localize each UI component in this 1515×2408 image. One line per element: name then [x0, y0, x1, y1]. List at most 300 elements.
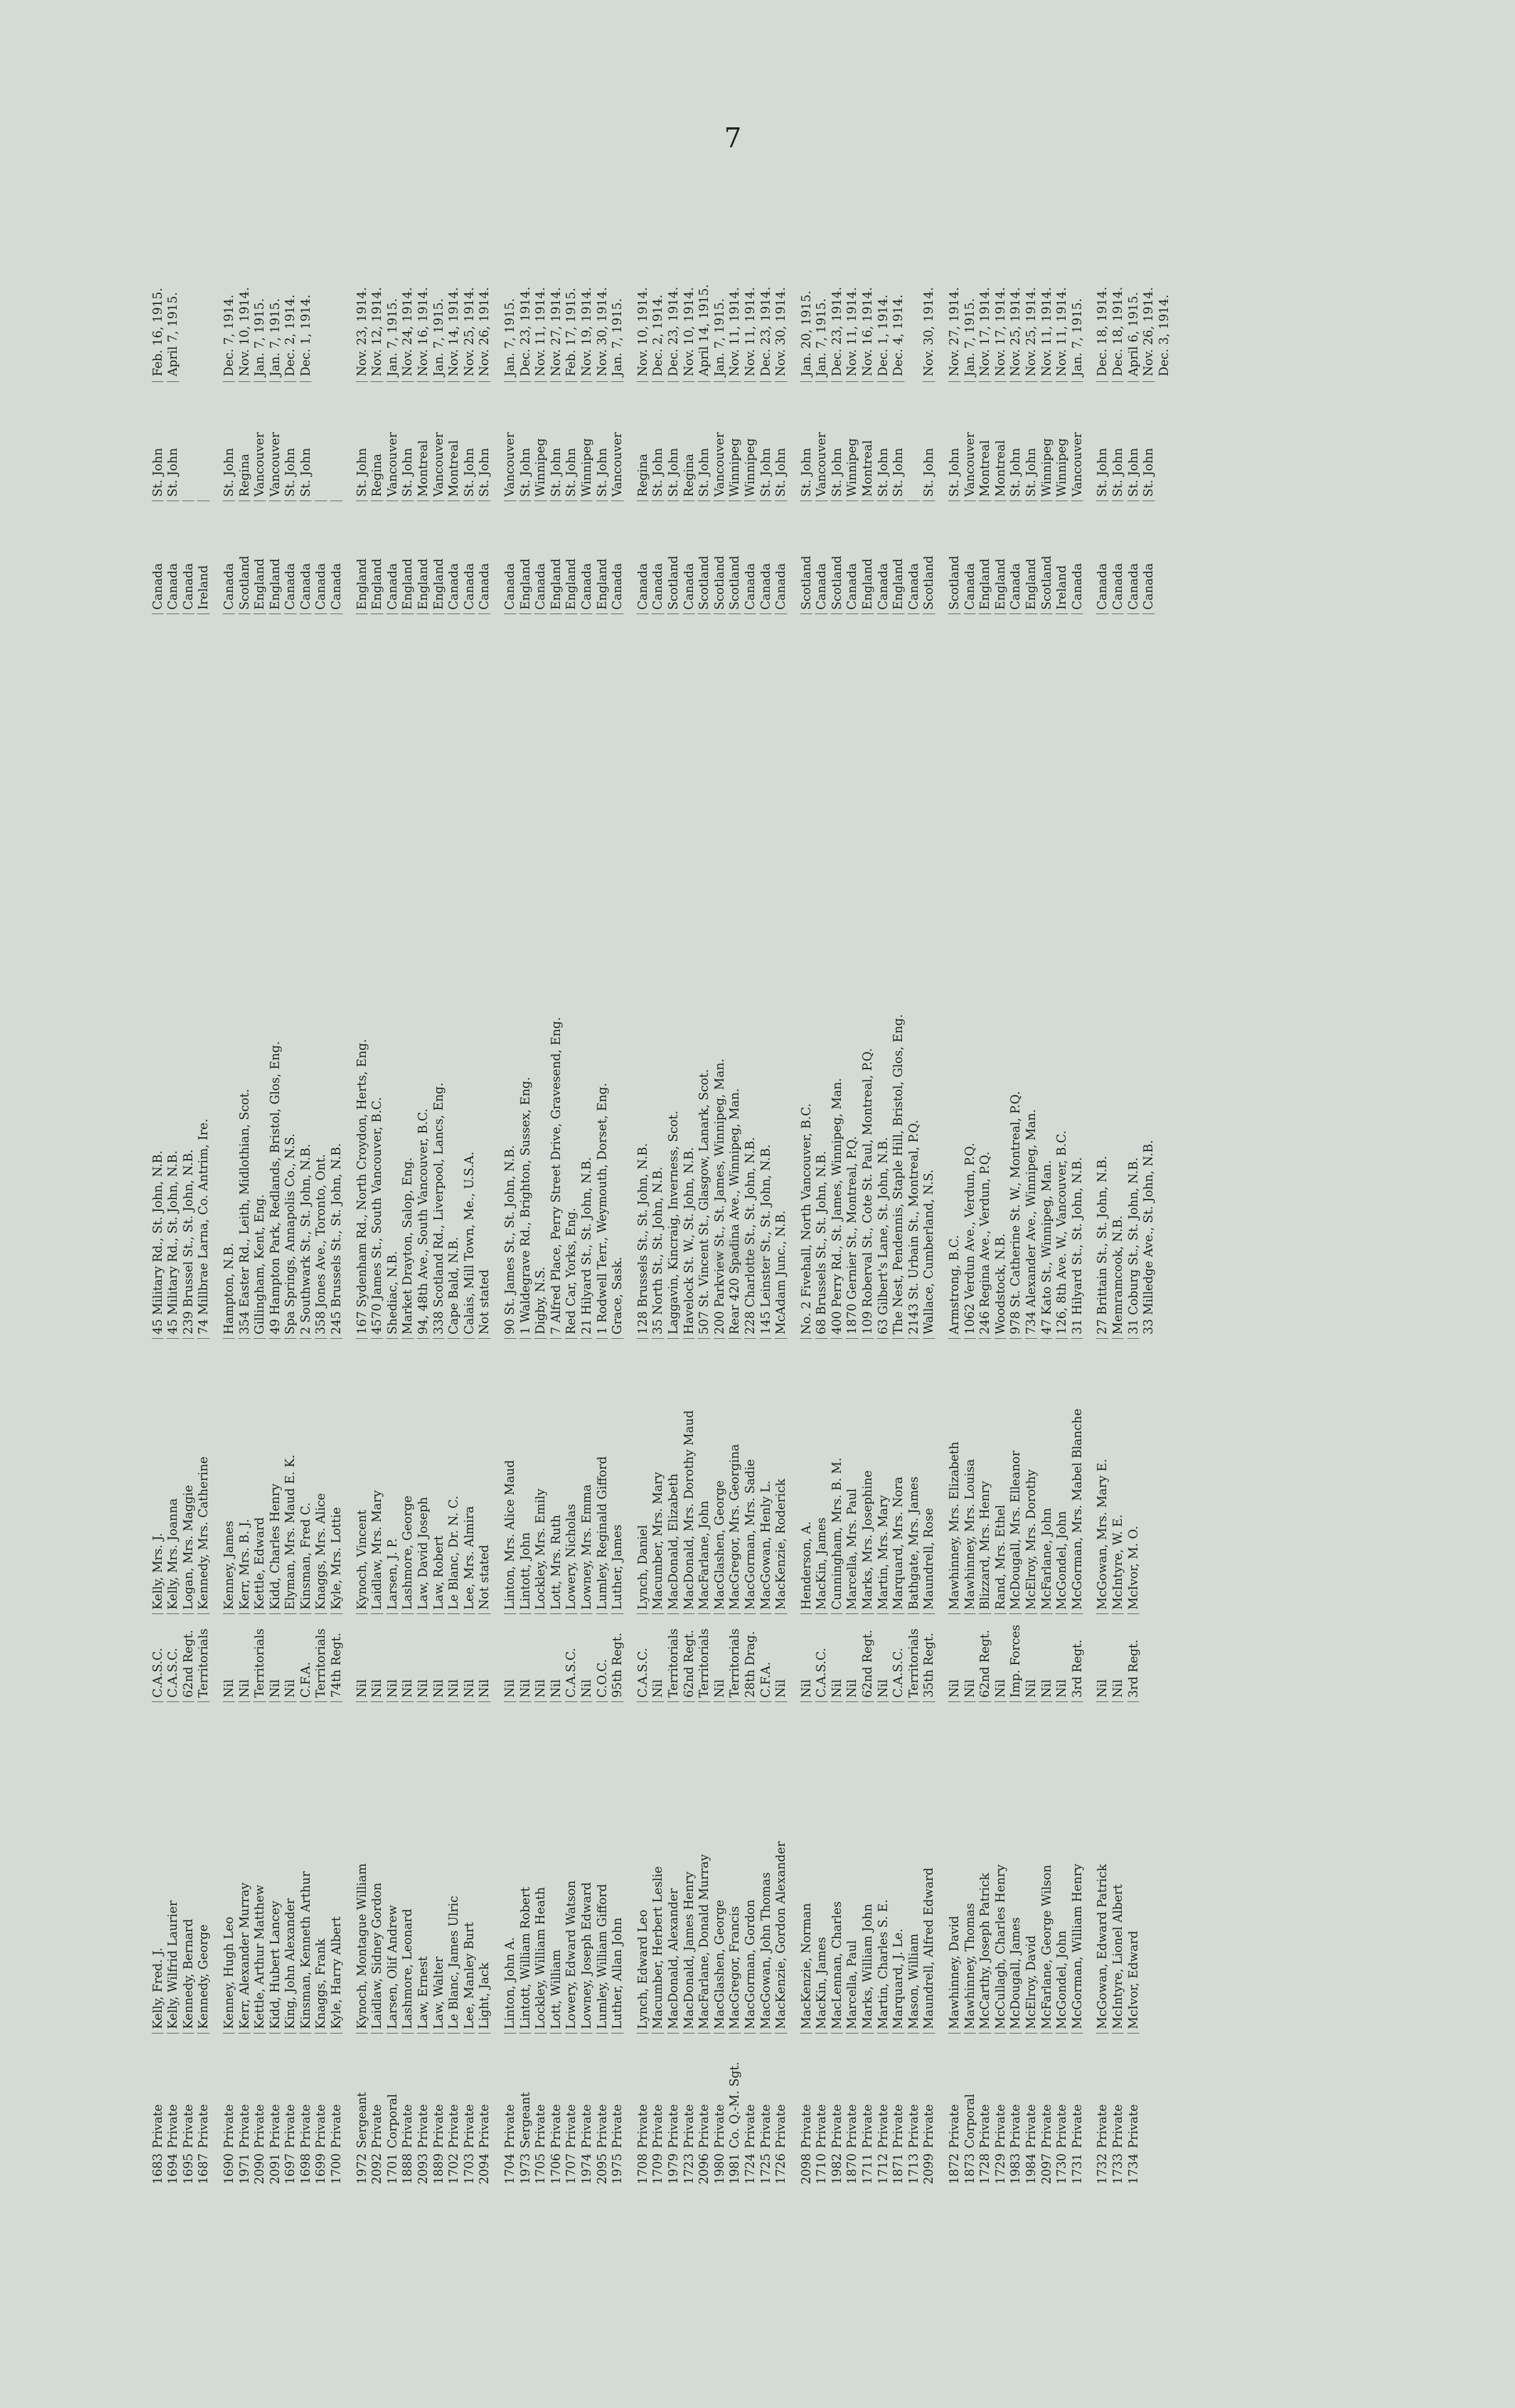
place-of-enlistment-cell: St. John: [478, 381, 491, 501]
regimental-number-cell: 1980: [712, 2153, 727, 2185]
table-row: [978, 175, 993, 2197]
table-row: [681, 175, 697, 2197]
place-of-enlistment-cell: St. John: [1112, 381, 1124, 501]
rank-cell: Private: [371, 2033, 383, 2148]
former-corps-cell: 3rd Regt.: [1071, 1613, 1084, 1701]
date-of-enlistment-cell: Nov. 23, 1914.: [354, 287, 369, 376]
table-row: [267, 175, 283, 2197]
country-of-birth-cell: Canada: [775, 501, 787, 614]
next-of-kin-cell: Lowney, Mrs. Emma: [581, 1338, 593, 1613]
country-of-birth-cell: England: [596, 501, 609, 614]
date-of-enlistment-cell: Nov. 25, 1914.: [1024, 287, 1039, 376]
next-of-kin-address-cell: 68 Brussels St., St. John, N.B.: [815, 614, 828, 1338]
next-of-kin-cell: Blizzard, Mrs. Henry: [979, 1338, 991, 1613]
next-of-kin-address-cell: 507 St. Vincent St., Glasgow, Lanark, Scot.: [698, 614, 710, 1338]
regimental-number-cell: 1695: [180, 2153, 195, 2185]
rank-cell: Private: [908, 2033, 920, 2148]
date-of-enlistment-cell: Dec. 7, 1914.: [221, 294, 236, 376]
next-of-kin-cell: McElroy, Mrs. Dorothy: [1025, 1338, 1037, 1613]
former-corps-cell: C.A.S.C.: [637, 1613, 649, 1701]
former-corps-cell: 3rd Regt.: [1127, 1613, 1140, 1701]
country-of-birth-cell: Canada: [1009, 501, 1022, 614]
next-of-kin-address-cell: Calais, Mill Town, Me., U.S.A.: [463, 614, 476, 1338]
regimental-number-cell: 1873: [962, 2153, 977, 2185]
date-of-enlistment-cell: April 7, 1915.: [165, 291, 180, 376]
date-of-enlistment-cell: Dec. 23, 1914.: [517, 286, 532, 376]
table-row: [906, 175, 921, 2197]
rank-cell: Private: [683, 2033, 695, 2148]
country-of-birth-cell: England: [433, 501, 445, 614]
next-of-kin-address-cell: Rear 420 Spadina Ave., Winnipeg, Man.: [728, 614, 741, 1338]
table-row: [845, 175, 860, 2197]
country-of-birth-cell: Scotland: [698, 501, 710, 614]
row-group: [947, 175, 1085, 2197]
country-of-birth-cell: Canada: [964, 501, 976, 614]
next-of-kin-address-cell: Red Car, Yorks, Eng.: [565, 614, 577, 1338]
place-of-enlistment-cell: St. John: [775, 381, 787, 501]
rank-cell: Private: [923, 2033, 935, 2148]
place-of-enlistment-cell: Montreal: [979, 381, 991, 501]
country-of-birth-cell: England: [565, 501, 577, 614]
regimental-number-cell: 1724: [742, 2153, 757, 2185]
next-of-kin-address-cell: 109 Roberval St., Cote St. Paul, Montreal, P.Q.: [861, 614, 874, 1338]
soldier-name-cell: Kelly, Fred. J.: [152, 1701, 164, 2033]
next-of-kin-cell: Logan, Mrs. Maggie: [182, 1338, 195, 1613]
table-row: [758, 175, 773, 2197]
former-corps-cell: Territorials: [253, 1613, 266, 1701]
place-of-enlistment-cell: Winnipeg: [846, 381, 858, 501]
regimental-number-cell: 1975: [610, 2153, 625, 2185]
next-of-kin-cell: Kettle, Edward: [253, 1338, 266, 1613]
soldier-name-cell: King, John Alexander: [284, 1701, 297, 2033]
next-of-kin-address-cell: McAdam Junc., N.B.: [775, 614, 787, 1338]
former-corps-cell: Nil: [550, 1613, 562, 1701]
next-of-kin-cell: Kenney, James: [223, 1338, 235, 1613]
table-row: [370, 175, 385, 2197]
former-corps-cell: 95th Regt.: [611, 1613, 624, 1701]
next-of-kin-address-cell: 246 Regina Ave., Verdun, P.Q.: [979, 614, 991, 1338]
date-of-enlistment-cell: Jan. 7, 1915.: [385, 298, 400, 376]
date-of-enlistment-cell: Dec. 23, 1914.: [829, 286, 844, 376]
next-of-kin-cell: Kelly, Mrs. Joanna: [167, 1338, 179, 1613]
country-of-birth-cell: Canada: [744, 501, 757, 614]
regimental-number-cell: 1984: [1024, 2153, 1039, 2185]
regimental-number-cell: 1723: [681, 2153, 696, 2185]
former-corps-cell: C.A.S.C.: [565, 1613, 577, 1701]
date-of-enlistment-cell: Jan. 7, 1915.: [712, 298, 727, 376]
soldier-name-cell: Marks, William John: [861, 1701, 874, 2033]
next-of-kin-cell: Kynoch, Vincent: [356, 1338, 368, 1613]
table-row: [533, 175, 549, 2197]
table-row: [814, 175, 830, 2197]
next-of-kin-address-cell: 31 Coburg St., St. John, N.B.: [1127, 614, 1140, 1338]
date-of-enlistment-cell: Nov. 27, 1914.: [947, 287, 962, 376]
country-of-birth-cell: Canada: [463, 501, 476, 614]
place-of-enlistment-cell: Regina: [371, 381, 383, 501]
date-of-enlistment-cell: Nov. 26, 1914.: [1141, 287, 1156, 376]
next-of-kin-cell: Lowery, Nicholas: [565, 1338, 577, 1613]
rank-cell: Private: [463, 2033, 476, 2148]
next-of-kin-cell: McFarlane, John: [1041, 1338, 1053, 1613]
next-of-kin-address-cell: 35 North St., St. John, N.B.: [652, 614, 664, 1338]
country-of-birth-cell: Canada: [611, 501, 624, 614]
rank-cell: Private: [713, 2033, 726, 2148]
table-row: [665, 175, 681, 2197]
former-corps-cell: Nil: [284, 1613, 297, 1701]
regimental-number-cell: 1708: [635, 2153, 650, 2185]
place-of-enlistment-cell: St. John: [652, 381, 664, 501]
next-of-kin-cell: Le Blanc, Dr. N. C.: [448, 1338, 460, 1613]
next-of-kin-address-cell: Armstrong, B.C.: [948, 614, 961, 1338]
next-of-kin-cell: Marcella, Mrs. Paul: [846, 1338, 858, 1613]
place-of-enlistment-cell: St. John: [1009, 381, 1022, 501]
country-of-birth-cell: Canada: [534, 501, 547, 614]
country-of-birth-cell: England: [417, 501, 429, 614]
former-corps-cell: Nil: [1041, 1613, 1053, 1701]
regimental-number-cell: 1706: [548, 2153, 563, 2185]
former-corps-cell: Nil: [371, 1613, 383, 1701]
next-of-kin-address-cell: Havelock St. W., St. John, N.B.: [683, 614, 695, 1338]
next-of-kin-address-cell: 228 Charlotte St., St. John, N.B.: [744, 614, 757, 1338]
table-row: [354, 175, 370, 2197]
former-corps-cell: Territorials: [908, 1613, 920, 1701]
soldier-name-cell: Lintott, William Robert: [519, 1701, 532, 2033]
country-of-birth-cell: England: [892, 501, 905, 614]
next-of-kin-address-cell: 1870 Gernier St., Montreal, P.Q.: [846, 614, 858, 1338]
place-of-enlistment-cell: St. John: [831, 381, 843, 501]
former-corps-cell: Nil: [1112, 1613, 1124, 1701]
regimental-number-cell: 2094: [477, 2153, 492, 2185]
table-row: [564, 175, 579, 2197]
country-of-birth-cell: Scotland: [713, 501, 726, 614]
soldier-name-cell: Kennedy, Bernard: [182, 1701, 195, 2033]
rank-cell: Private: [760, 2033, 772, 2148]
rank-cell: Private: [652, 2033, 664, 2148]
rank-cell: Private: [611, 2033, 624, 2148]
country-of-birth-cell: Canada: [1096, 501, 1109, 614]
next-of-kin-address-cell: 400 Perry Rd., St. James, Winnipeg, Man.: [831, 614, 843, 1338]
soldier-name-cell: MacKenzie, Norman: [800, 1701, 813, 2033]
rank-cell: Private: [330, 2033, 343, 2148]
former-corps-cell: C.A.S.C.: [892, 1613, 905, 1701]
next-of-kin-cell: Law, David Joseph: [417, 1338, 429, 1613]
rank-cell: Private: [800, 2033, 813, 2148]
soldier-name-cell: McCullagh, Charles Henry: [994, 1701, 1007, 2033]
next-of-kin-cell: McGondel, John: [1056, 1338, 1068, 1613]
date-of-enlistment-cell: Nov. 10, 1914.: [237, 287, 252, 376]
next-of-kin-cell: MacDonald, Elizabeth: [667, 1338, 680, 1613]
former-corps-cell: Nil: [534, 1613, 547, 1701]
former-corps-cell: Nil: [269, 1613, 282, 1701]
place-of-enlistment-cell: St. John: [1142, 381, 1155, 501]
date-of-enlistment-cell: Feb. 16, 1915.: [150, 288, 165, 376]
next-of-kin-cell: MacGowan, Henly L.: [760, 1338, 772, 1613]
former-corps-cell: 74th Regt.: [330, 1613, 343, 1701]
regimental-number-cell: 1707: [564, 2153, 579, 2185]
next-of-kin-address-cell: 354 Easter Rd., Leith, Midlothian, Scot.: [238, 614, 251, 1338]
date-of-enlistment-cell: Nov. 19, 1914.: [579, 287, 594, 376]
date-of-enlistment-cell: Dec. 23, 1914.: [758, 286, 773, 376]
former-corps-cell: Nil: [964, 1613, 976, 1701]
rank-cell: Private: [892, 2033, 905, 2148]
regimental-number-cell: 1972: [354, 2153, 369, 2185]
next-of-kin-address-cell: 47 Kato St., Winnipeg, Man.: [1041, 614, 1053, 1338]
soldier-name-cell: McGorman, William Henry: [1071, 1701, 1084, 2033]
former-corps-cell: Nil: [948, 1613, 961, 1701]
regimental-number-cell: 2098: [798, 2153, 813, 2185]
soldier-name-cell: Kidd, Hubert Lancey: [269, 1701, 282, 2033]
rank-cell: Private: [861, 2033, 874, 2148]
regimental-number-cell: 1733: [1110, 2153, 1125, 2185]
next-of-kin-address-cell: Digby, N.S.: [534, 614, 547, 1338]
former-corps-cell: C.A.S.C.: [167, 1613, 179, 1701]
next-of-kin-address-cell: Hampton, N.B.: [223, 614, 235, 1338]
regimental-number-cell: 1973: [517, 2153, 532, 2185]
next-of-kin-cell: Elyman, Mrs. Maud E. K.: [284, 1338, 297, 1613]
page-number: 7: [724, 122, 742, 154]
rank-cell: Sergeant: [356, 2033, 368, 2148]
table-row: [431, 175, 446, 2197]
country-of-birth-cell: Canada: [683, 501, 695, 614]
row-group: [150, 175, 211, 2197]
rank-cell: Private: [284, 2033, 297, 2148]
country-of-birth-cell: Canada: [315, 501, 327, 614]
table-row: [697, 175, 712, 2197]
former-corps-cell: Territorials: [728, 1613, 741, 1701]
regimental-number-cell: 1698: [298, 2153, 313, 2185]
row-group: [502, 175, 625, 2197]
rank-cell: Private: [1112, 2033, 1124, 2148]
former-corps-cell: Nil: [1096, 1613, 1109, 1701]
soldier-name-cell: Kenney, Hugh Leo: [223, 1701, 235, 2033]
next-of-kin-cell: Laidlaw, Mrs. Mary: [371, 1338, 383, 1613]
rank-cell: Private: [315, 2033, 327, 2148]
date-of-enlistment-cell: Nov. 11, 1914.: [1054, 287, 1069, 376]
next-of-kin-cell: Luther, James: [611, 1338, 624, 1613]
table-row: [875, 175, 891, 2197]
regimental-number-cell: 1983: [1008, 2153, 1023, 2185]
place-of-enlistment-cell: St. John: [401, 381, 414, 501]
rank-cell: Private: [478, 2033, 491, 2148]
country-of-birth-cell: Canada: [581, 501, 593, 614]
table-row: [1125, 175, 1141, 2197]
next-of-kin-address-cell: No. 2 Fivehall, North Vancouver, B.C.: [800, 614, 813, 1338]
next-of-kin-cell: Knaggs, Mrs. Alice: [315, 1338, 327, 1613]
rank-cell: Co. Q.-M. Sgt.: [728, 2033, 741, 2148]
next-of-kin-address-cell: 31 Hilyard St., St. John, N.B.: [1071, 614, 1084, 1338]
next-of-kin-cell: Bathgate, Mrs. James: [908, 1338, 920, 1613]
country-of-birth-cell: England: [401, 501, 414, 614]
country-of-birth-cell: Canada: [908, 501, 920, 614]
next-of-kin-cell: McGowan, Mrs. Mary E.: [1096, 1338, 1109, 1613]
place-of-enlistment-cell: Montreal: [994, 381, 1007, 501]
soldier-name-cell: Lumley, William Gifford: [596, 1701, 609, 2033]
former-corps-cell: C.F.A.: [760, 1613, 772, 1701]
next-of-kin-cell: MacKenzie, Roderick: [775, 1338, 787, 1613]
place-of-enlistment-cell: St. John: [1127, 381, 1140, 501]
next-of-kin-address-cell: 200 Parkview St., St. James, Winnipeg, Man.: [713, 614, 726, 1338]
former-corps-cell: Nil: [478, 1613, 491, 1701]
soldier-name-cell: Luther, Allan John: [611, 1701, 624, 2033]
place-of-enlistment-cell: St. John: [596, 381, 609, 501]
country-of-birth-cell: Canada: [1112, 501, 1124, 614]
place-of-enlistment-cell: Winnipeg: [744, 381, 757, 501]
next-of-kin-cell: Kinsman, Fred C.: [300, 1338, 312, 1613]
country-of-birth-cell: Scotland: [831, 501, 843, 614]
country-of-birth-cell: Canada: [846, 501, 858, 614]
regimental-number-cell: 1697: [283, 2153, 298, 2185]
former-corps-cell: Nil: [652, 1613, 664, 1701]
next-of-kin-cell: Kennedy, Mrs. Catherine: [197, 1338, 210, 1613]
next-of-kin-cell: Henderson, A.: [800, 1338, 813, 1613]
table-row: [329, 175, 345, 2197]
country-of-birth-cell: England: [861, 501, 874, 614]
country-of-birth-cell: Canada: [760, 501, 772, 614]
soldier-name-cell: Lowery, Edward Watson: [565, 1701, 577, 2033]
next-of-kin-address-cell: Memramcook, N.B.: [1112, 614, 1124, 1338]
place-of-enlistment-cell: St. John: [667, 381, 680, 501]
table-row: [742, 175, 758, 2197]
table-row: [502, 175, 517, 2197]
next-of-kin-cell: Lumley, Reginald Gifford: [596, 1338, 609, 1613]
former-corps-cell: Nil: [223, 1613, 235, 1701]
regimental-number-cell: 2099: [921, 2153, 936, 2185]
next-of-kin-address-cell: Cape Bald, N.B.: [448, 614, 460, 1338]
next-of-kin-address-cell: 2143 St. Urbain St., Montreal, P.Q.: [908, 614, 920, 1338]
place-of-enlistment-cell: St. John: [1025, 381, 1037, 501]
date-of-enlistment-cell: Nov. 11, 1914.: [1039, 287, 1054, 376]
soldier-name-cell: Kennedy, George: [197, 1701, 210, 2033]
nominal-roll-table: [150, 175, 1373, 2197]
next-of-kin-cell: Lott, Mrs. Ruth: [550, 1338, 562, 1613]
date-of-enlistment-cell: Jan. 7, 1915.: [267, 298, 282, 376]
date-of-enlistment-cell: Jan. 7, 1915.: [814, 298, 829, 376]
place-of-enlistment-cell: Montreal: [448, 381, 460, 501]
rank-cell: Private: [698, 2033, 710, 2148]
soldier-name-cell: Macumber, Herbert Leslie: [652, 1701, 664, 2033]
table-row: [921, 175, 937, 2197]
soldier-name-cell: MacGlashen, George: [713, 1701, 726, 2033]
country-of-birth-cell: Scotland: [728, 501, 741, 614]
soldier-name-cell: Kynoch, Montague William: [356, 1701, 368, 2033]
table-row: [461, 175, 477, 2197]
country-of-birth-cell: Canada: [223, 501, 235, 614]
next-of-kin-address-cell: Gillingham, Kent, Eng.: [253, 614, 266, 1338]
table-row: [635, 175, 650, 2197]
next-of-kin-address-cell: Shediac, N.B.: [386, 614, 399, 1338]
date-of-enlistment-cell: Nov. 16, 1914.: [860, 287, 875, 376]
regimental-number-cell: 1726: [773, 2153, 788, 2185]
date-of-enlistment-cell: Dec. 23, 1914.: [665, 286, 680, 376]
table-row: [252, 175, 268, 2197]
country-of-birth-cell: Canada: [1127, 501, 1140, 614]
former-corps-cell: 62nd Regt.: [683, 1613, 695, 1701]
table-row: [180, 175, 196, 2197]
regimental-number-cell: 1687: [196, 2153, 211, 2185]
next-of-kin-cell: MacDonald, Mrs. Dorothy Maud: [683, 1338, 695, 1613]
table-row: [385, 175, 400, 2197]
date-of-enlistment-cell: Jan. 7, 1915.: [610, 298, 625, 376]
former-corps-cell: Nil: [831, 1613, 843, 1701]
table-row: [594, 175, 610, 2197]
place-of-enlistment-cell: St. John: [356, 381, 368, 501]
next-of-kin-address-cell: 145 Leinster St., St. John, N.B.: [760, 614, 772, 1338]
next-of-kin-cell: Linton, Mrs. Alice Maud: [504, 1338, 516, 1613]
regimental-number-cell: 1889: [431, 2153, 446, 2185]
next-of-kin-cell: MacGorman, Mrs. Sadie: [744, 1338, 757, 1613]
table-row: [712, 175, 727, 2197]
country-of-birth-cell: England: [253, 501, 266, 614]
next-of-kin-address-cell: 245 Brussels St., St. John, N.B.: [330, 614, 343, 1338]
date-of-enlistment-cell: Nov. 25, 1914.: [1008, 287, 1023, 376]
soldier-name-cell: Lashmore, Leonard: [401, 1701, 414, 2033]
regimental-number-cell: 1728: [978, 2153, 993, 2185]
soldier-name-cell: Lott, William: [550, 1701, 562, 2033]
country-of-birth-cell: Canada: [478, 501, 491, 614]
next-of-kin-address-cell: 94, 48th Ave., South Vancouver, B.C.: [417, 614, 429, 1338]
date-of-enlistment-cell: Jan. 20, 1915.: [798, 290, 813, 376]
soldier-name-cell: Laidlaw, Sidney Gordon: [371, 1701, 383, 2033]
place-of-enlistment-cell: St. John: [565, 381, 577, 501]
place-of-enlistment-cell: Vancouver: [611, 381, 624, 501]
rank-cell: Private: [197, 2033, 210, 2148]
rank-cell: Sergeant: [519, 2033, 532, 2148]
regimental-number-cell: 2092: [370, 2153, 385, 2185]
table-row: [1141, 175, 1157, 2197]
rank-cell: Private: [504, 2033, 516, 2148]
regimental-number-cell: 1690: [221, 2153, 236, 2185]
soldier-name-cell: MacDonald, Alexander: [667, 1701, 680, 2033]
place-of-enlistment-cell: Montreal: [417, 381, 429, 501]
soldier-name-cell: Law, Ernest: [417, 1701, 429, 2033]
rank-cell: Private: [1056, 2033, 1068, 2148]
soldier-name-cell: Law, Walter: [433, 1701, 445, 2033]
rank-cell: Private: [1071, 2033, 1084, 2148]
date-of-enlistment-cell: Dec. 1, 1914.: [875, 294, 890, 376]
soldier-name-cell: Larsen, Olif Andrew: [386, 1701, 399, 2033]
date-of-enlistment-cell: Dec. 3, 1914.: [1156, 294, 1171, 376]
date-of-enlistment-cell: Nov. 27, 1914.: [548, 287, 563, 376]
soldier-name-cell: McIvor, Edward: [1127, 1701, 1140, 2033]
place-of-enlistment-cell: Regina: [238, 381, 251, 501]
next-of-kin-address-cell: 45 Military Rd., St. John, N.B.: [152, 614, 164, 1338]
next-of-kin-address-cell: Spa Springs, Annapolis Co., N.S.: [284, 614, 297, 1338]
soldier-name-cell: Kelly, Wilfrid Laurier: [167, 1701, 179, 2033]
table-row: [283, 175, 298, 2197]
place-of-enlistment-cell: St. John: [800, 381, 813, 501]
rank-cell: Private: [253, 2033, 266, 2148]
place-of-enlistment-cell: St. John: [698, 381, 710, 501]
table-row: [313, 175, 329, 2197]
regimental-number-cell: 1704: [503, 2153, 517, 2185]
former-corps-cell: Nil: [713, 1613, 726, 1701]
country-of-birth-cell: Canada: [448, 501, 460, 614]
date-of-enlistment-cell: Nov. 26, 1914.: [477, 287, 492, 376]
former-corps-cell: Territorials: [698, 1613, 710, 1701]
former-corps-cell: Nil: [994, 1613, 1007, 1701]
date-of-enlistment-cell: Jan. 7, 1915.: [1069, 298, 1084, 376]
next-of-kin-cell: Lynch, Daniel: [637, 1338, 649, 1613]
row-group: [1095, 175, 1172, 2197]
next-of-kin-address-cell: 21 Hilyard St., St. John, N.B.: [581, 614, 593, 1338]
place-of-enlistment-cell: St. John: [760, 381, 772, 501]
rank-cell: Private: [223, 2033, 235, 2148]
country-of-birth-cell: England: [269, 501, 282, 614]
table-row: [517, 175, 533, 2197]
rank-cell: Private: [534, 2033, 547, 2148]
table-row: [150, 175, 165, 2197]
next-of-kin-address-cell: 1 Rodwell Terr., Weymouth, Dorset, Eng.: [596, 614, 609, 1338]
